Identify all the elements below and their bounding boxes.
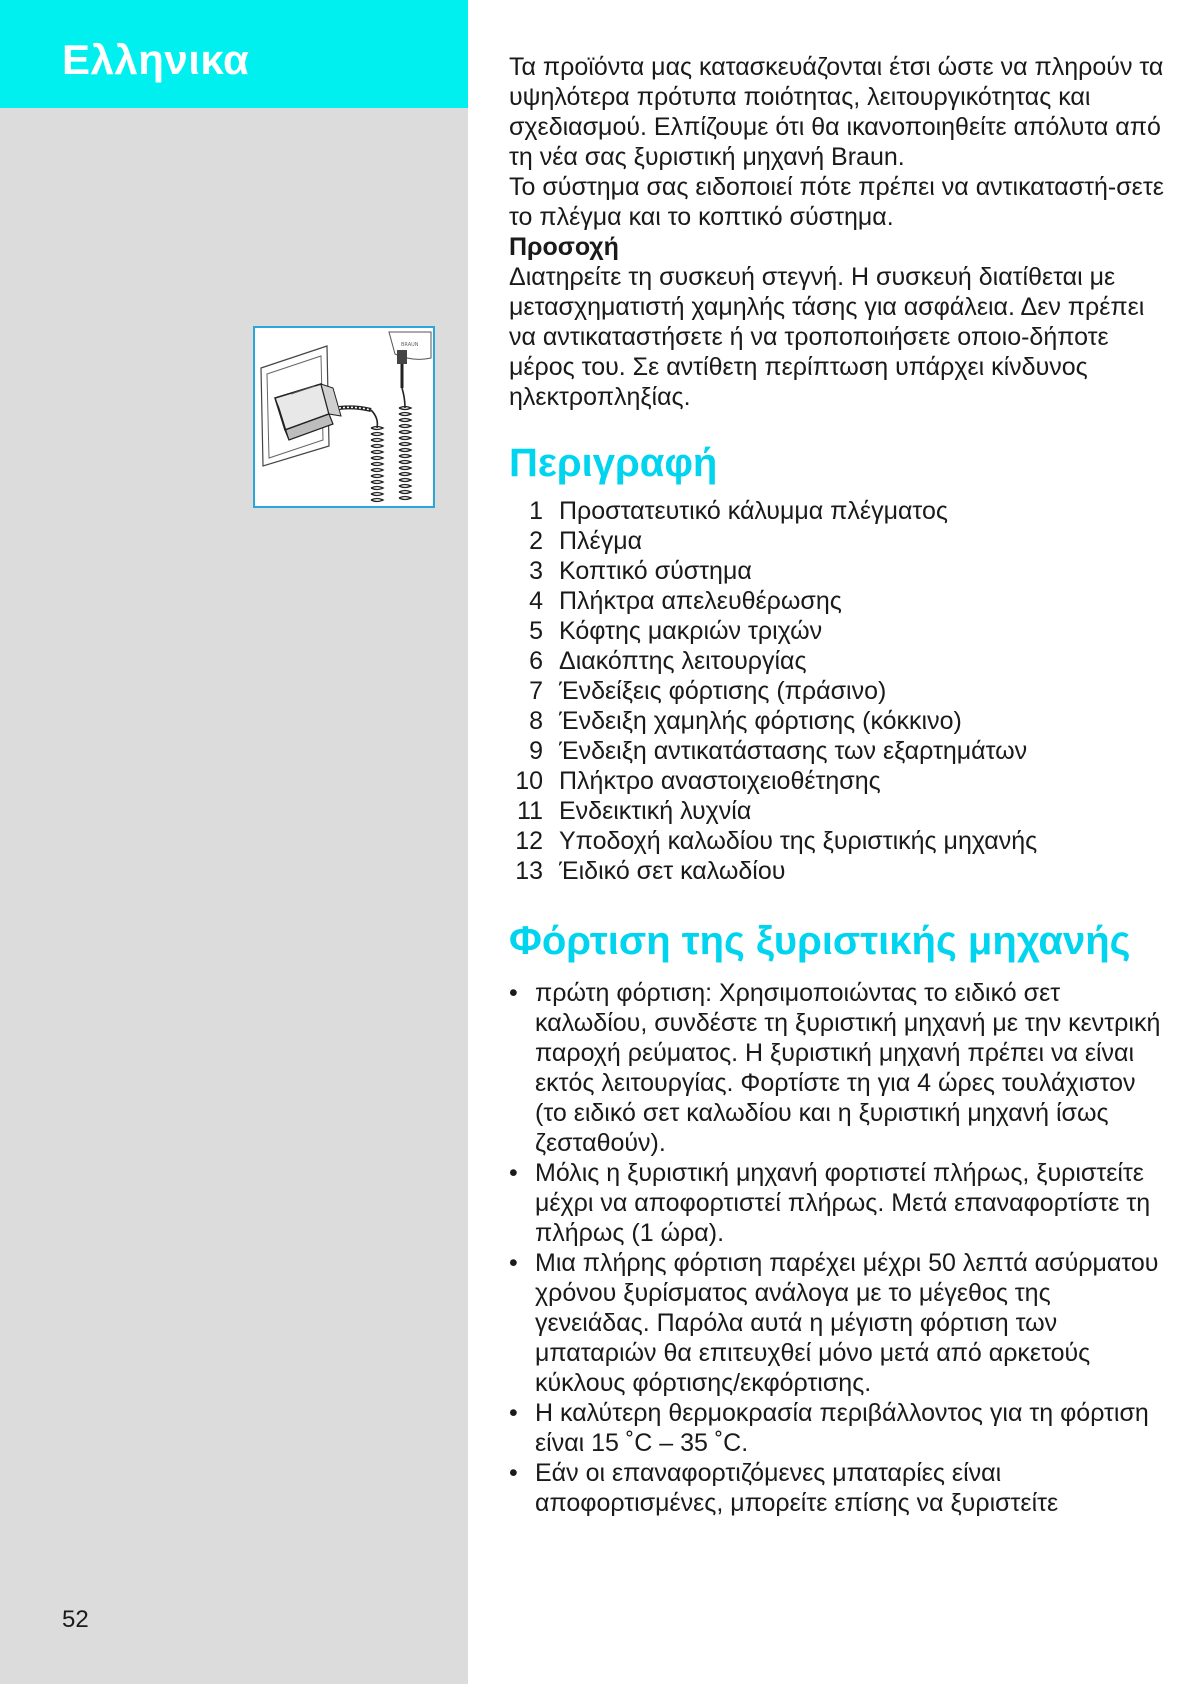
parts-list: [509, 496, 1169, 886]
item-number: 1: [529, 497, 543, 525]
list-item: [509, 1398, 1169, 1458]
list-item: [509, 736, 1169, 766]
item-number: 2: [529, 527, 543, 555]
bullet-text: Μια πλήρης φόρτιση παρέχει μέχρι 50 λεπτά ασύρματου χρόνου ξυρίσματος ανάλογα με το μέγεθος της γενειάδας. Παρόλα αυτά η μέγιστη φόρτιση των μπαταριών θα επιτευχθεί μόνο μετά από αρκετούς κύκλους φόρτισης/εκφόρτισης.: [535, 1249, 1159, 1397]
list-item: [509, 676, 1169, 706]
list-item: [509, 856, 1169, 886]
charging-title: Φόρτιση της ξυριστικής μηχανής: [509, 919, 1131, 963]
item-number: 11: [517, 797, 543, 825]
item-label: Πλέγμα: [559, 527, 643, 555]
bullet-text: Μόλις η ξυριστική μηχανή φορτιστεί πλήρως, ξυριστείτε μέχρι να αποφορτιστεί πλήρως. Μετά επαναφορτίστε τη πλήρως (1 ώρα).: [535, 1159, 1151, 1247]
item-number: 8: [529, 707, 543, 735]
item-number: 13: [515, 857, 543, 885]
list-item: [509, 1158, 1169, 1248]
list-item: [509, 796, 1169, 826]
item-label: Ένδειξη χαμηλής φόρτισης (κόκκινο): [559, 707, 962, 735]
sidebar: [0, 0, 468, 1684]
list-item: [509, 616, 1169, 646]
page-number: 52: [62, 1606, 89, 1633]
item-label: Ένδειξη αντικατάστασης των εξαρτημάτων: [559, 737, 1028, 765]
bullet-icon: •: [509, 1159, 518, 1187]
caution-text: Διατηρείτε τη συσκευή στεγνή. Η συσκευή διατίθεται με μετασχηματιστή χαμηλής τάσης για ασφάλεια. Δεν πρέπει να αντικαταστήσετε ή να τροποποιήσετε οποιο-δήποτε μέρος του. Σε αντίθετη περίπτωση υπάρχει κίνδυνος ηλεκτροπληξίας.: [509, 263, 1145, 411]
item-number: 5: [529, 617, 543, 645]
main-content: [509, 52, 1169, 1518]
list-item: [509, 706, 1169, 736]
item-label: Διακόπτης λειτουργίας: [559, 647, 807, 675]
item-number: 3: [529, 557, 543, 585]
language-title: Ελληνικα: [62, 36, 250, 83]
item-number: 12: [515, 827, 543, 855]
item-label: Κοπτικό σύστημα: [559, 557, 752, 585]
item-number: 9: [529, 737, 543, 765]
bullet-icon: •: [509, 1249, 518, 1277]
bullet-icon: •: [509, 1399, 518, 1427]
svg-text:BRAUN: BRAUN: [401, 342, 419, 348]
description-title: Περιγραφή: [509, 441, 718, 485]
bullet-text: Η καλύτερη θερμοκρασία περιβάλλοντος για τη φόρτιση είναι 15 ˚C – 35 ˚C.: [535, 1399, 1149, 1457]
list-item: [509, 826, 1169, 856]
list-item: [509, 766, 1169, 796]
item-label: Έιδικό σετ καλωδίου: [559, 857, 786, 885]
item-label: Ενδεικτική λυχνία: [559, 797, 752, 825]
language-banner: [0, 0, 468, 108]
list-item: [509, 978, 1169, 1158]
bullet-icon: •: [509, 1459, 518, 1487]
plug-and-coiled-cord-icon: [253, 326, 435, 508]
item-label: Υποδοχή καλωδίου της ξυριστικής μηχανής: [559, 827, 1038, 855]
item-label: Ένδείξεις φόρτισης (πράσινο): [559, 677, 887, 705]
item-number: 7: [529, 677, 543, 705]
intro-paragraph: Τα προϊόντα μας κατασκευάζονται έτσι ώστε να πληρούν τα υψηλότερα πρότυπα ποιότητας, λειτουργικότητας και σχεδιασμού. Ελπίζουμε ότι θα ικανοποιηθείτε απόλυτα από τη νέα σας ξυριστική μηχανή Braun.: [509, 53, 1164, 171]
item-label: Πλήκτρα απελευθέρωσης: [559, 587, 842, 615]
caution-heading: Προσοχή: [509, 233, 619, 261]
bullet-icon: •: [509, 979, 518, 1007]
item-label: Πλήκτρο αναστοιχειοθέτησης: [559, 767, 881, 795]
item-number: 4: [529, 587, 543, 615]
list-item: [509, 586, 1169, 616]
list-item: [509, 526, 1169, 556]
bullet-text: πρώτη φόρτιση: Χρησιμοποιώντας το ειδικό σετ καλωδίου, συνδέστε τη ξυριστική μηχανή με την κεντρική παροχή ρεύματος. Η ξυριστική μηχανή πρέπει να είναι εκτός λειτουργίας. Φορτίστε τη για 4 ώρες τουλάχιστον (το ειδικό σετ καλωδίου και η ξυριστική μηχανή ίσως ζεσταθούν).: [535, 979, 1161, 1157]
bullet-text: Εάν οι επαναφορτιζόμενες μπαταρίες είναι αποφορτισμένες, μπορείτε επίσης να ξυριστείτε: [535, 1459, 1059, 1517]
list-item: [509, 1248, 1169, 1398]
intro-paragraph: Το σύστημα σας ειδοποιεί πότε πρέπει να αντικαταστή-σετε το πλέγμα και το κοπτικό σύστημα.: [509, 173, 1164, 231]
item-label: Προστατευτικό κάλυμμα πλέγματος: [559, 497, 948, 525]
item-label: Κόφτης μακριών τριχών: [559, 617, 823, 645]
charging-bullet-list: [509, 978, 1169, 1518]
item-number: 6: [529, 647, 543, 675]
list-item: [509, 556, 1169, 586]
list-item: [509, 496, 1169, 526]
list-item: [509, 1458, 1169, 1518]
list-item: [509, 646, 1169, 676]
item-number: 10: [515, 767, 543, 795]
